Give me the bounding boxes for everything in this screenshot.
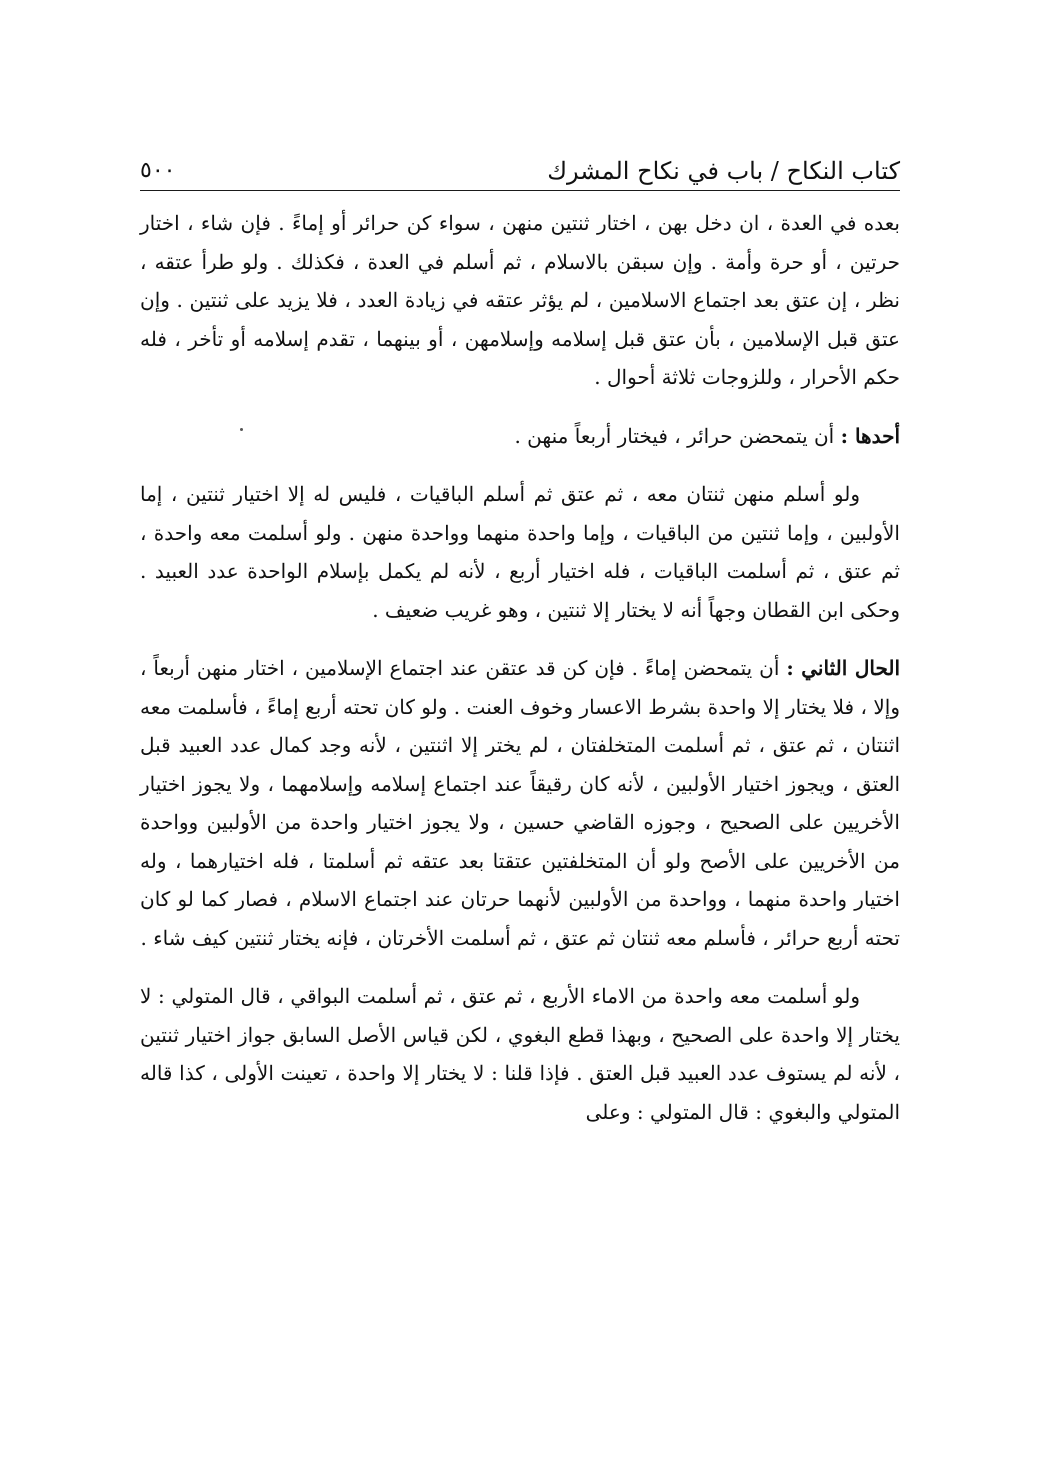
page-body <box>140 204 900 1131</box>
paragraph-second-state <box>140 649 900 957</box>
section-label: الحال الثاني : <box>786 656 900 680</box>
paragraph-text: ولو أسلم منهن ثنتان معه ، ثم عتق ثم أسلم الباقيات ، فليس له إلا اختيار ثنتين ، إما الأولبين ، وإما ثنتين من الباقيات ، وإما واحدة منهما وواحدة منهن . ولو أسلمت معه واحدة ، ثم عتق ، ثم أسلمت الباقيات ، فله اختيار أربع ، لأنه لم يكمل بإسلام الواحدة عدد العبيد . وحكى ابن القطان وجهاً أنه لا يختار إلا ثنتين ، وهو غريب ضعيف . <box>140 482 900 622</box>
paragraph-first-state <box>140 417 900 456</box>
scan-speck <box>240 428 243 431</box>
paragraph-text: أن يتمحضن حرائر ، فيختار أربعاً منهن . <box>514 423 835 448</box>
page-header <box>140 150 900 186</box>
section-label: أحدها : <box>840 423 900 448</box>
running-title: كتاب النكاح / باب في نكاح المشرك <box>547 157 900 185</box>
page-number: ٥٠٠ <box>140 158 176 183</box>
header-divider <box>140 190 900 191</box>
paragraph-first-state-detail <box>140 475 900 629</box>
paragraph-second-state-detail <box>140 977 900 1131</box>
paragraph-text: ولو أسلمت معه واحدة من الاماء الأربع ، ثم عتق ، ثم أسلمت البواقي ، قال المتولي : لا يختار إلا واحدة على الصحيح ، وبهذا قطع البغوي ، لكن قياس الأصل السابق جواز اختيار ثنتين ، لأنه لم يستوف عدد العبيد قبل العتق . فإذا قلنا : لا يختار إلا واحدة ، تعينت الأولى ، كذا قاله المتولي والبغوي : قال المتولي : وعلى <box>140 984 900 1124</box>
paragraph-text: أن يتمحضن إماءً . فإن كن قد عتقن عند اجتماع الإسلامين ، اختار منهن أربعاً ، وإلا ، فلا يختار إلا واحدة بشرط الاعسار وخوف العنت . ولو كان تحته أربع إماءً ، فأسلمت معه اثنتان ، ثم عتق ، ثم أسلمت المتخلفتان ، لم يختر إلا اثنتين ، لأنه وجد كمال عدد العبيد قبل العتق ، ويجوز اختيار الأولبين ، لأنه كان رقيقاً عند اجتماع إسلامه وإسلامهما ، ولا يجوز اختيار الأخريين على الصحيح ، وجوزه القاضي حسين ، ولا يجوز اختيار واحدة من الأولبين وواحدة من الأخريين على الأصح ولو أن المتخلفتين عتقتا بعد عتقه ثم أسلمتا ، فله اختيارهما ، وله اختيار واحدة منهما ، وواحدة من الأولبين لأنهما حرتان عند اجتماع الاسلام ، فصار كما لو كان تحته أربع حرائر ، فأسلم معه ثنتان ثم عتق ، ثم أسلمت الأخرتان ، فإنه يختار ثنتين كيف شاء . <box>140 656 900 950</box>
paragraph-continuation <box>140 204 900 397</box>
paragraph-text: بعده في العدة ، ان دخل بهن ، اختار ثنتين منهن ، سواء كن حرائر أو إماءً . فإن شاء ، اختار حرتين ، أو حرة وأمة . وإن سبقن بالاسلام ، ثم أسلم في العدة ، فكذلك . ولو طرأ عتقه ، نظر ، إن عتق بعد اجتماع الاسلامين ، لم يؤثر عتقه في زيادة العدد ، فلا يزيد على ثنتين . وإن عتق قبل الإسلامين ، بأن عتق قبل إسلامه وإسلامهن ، أو بينهما ، تقدم إسلامه أو تأخر ، فله حكم الأحرار ، وللزوجات ثلاثة أحوال . <box>140 211 900 389</box>
